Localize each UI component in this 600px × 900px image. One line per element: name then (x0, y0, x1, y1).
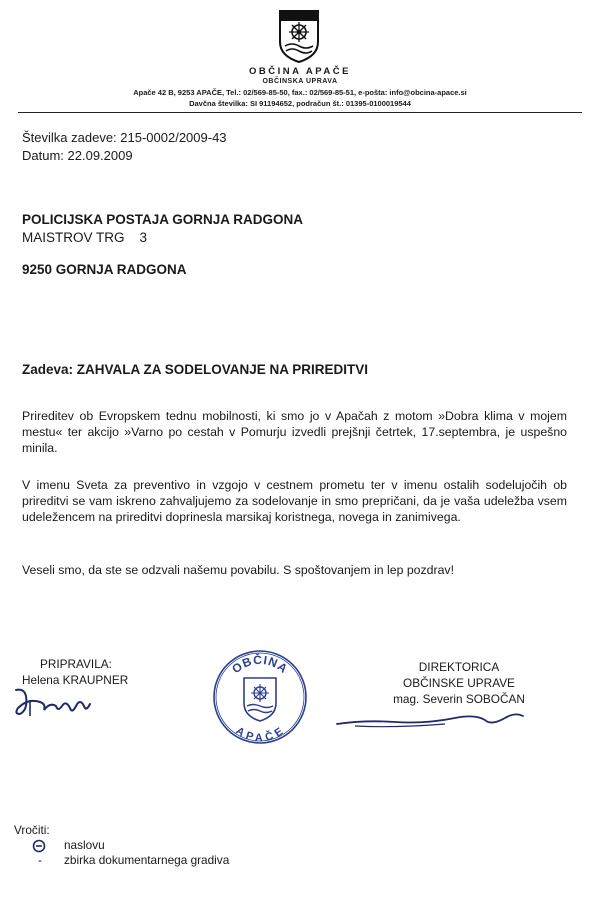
recipient-name: POLICIJSKA POSTAJA GORNJA RADGONA (22, 212, 304, 227)
letterhead-address: Apače 42 B, 9253 APAČE, Tel.: 02/569-85-50, fax.: 02/569-85-51, e-pošta: info@obcina-apace.si (133, 88, 467, 97)
prepared-by-name: Helena KRAUPNER (22, 673, 129, 687)
recipient-street: MAISTROV TRG 3 (22, 230, 148, 245)
body-paragraph-1: Prireditev ob Evropskem tednu mobilnosti, ki smo jo v Apačah z motom »Dobra klima v mojem mestu« ter akcijo »Varno po cestah v Pomurju izvedli prejšnji četrtek, 17.septembra, je uspešno minila. (22, 409, 567, 455)
director-title: DIREKTORICA (418, 660, 500, 674)
letterhead-name: OBČINA APAČE (249, 66, 351, 77)
director-name: mag. Severin SOBOČAN (393, 692, 525, 706)
document-date: Datum: 22.09.2009 (22, 148, 133, 163)
stamp-top-text: OBČINA (229, 652, 291, 677)
letterhead-divider (18, 112, 582, 113)
municipality-crest-icon (277, 8, 321, 64)
delivery-item-2: zbirka dokumentarnega gradiva (64, 853, 230, 867)
handwritten-signature-left (10, 684, 94, 720)
svg-text:APAČE (234, 725, 287, 744)
letter-subject: Zadeva: ZAHVALA ZA SODELOVANJE NA PRIREDITVI (22, 362, 369, 377)
case-number: Številka zadeve: 215-0002/2009-43 (22, 130, 227, 145)
delivery-item-1: naslovu (64, 838, 105, 852)
delivery-bullet: - (38, 853, 42, 867)
handwritten-signature-right (335, 706, 525, 734)
circled-minus-icon (32, 839, 46, 853)
body-paragraph-3: Veseli smo, da ste se odzvali našemu povabilu. S spoštovanjem in lep pozdrav! (22, 563, 454, 577)
director-department: OBČINSKE UPRAVE (403, 676, 515, 690)
body-paragraph-2: V imenu Sveta za preventivo in vzgojo v cestnem prometu ter v imenu ostalih sodelujočih ob prireditvi se vam iskreno zahvaljujemo za sodelovanje in smo prepričani, da je vaša udeležba vsem udeležencem na prireditvi doprinesla marsikaj koristnega, novega in zanimivega. (22, 478, 567, 524)
official-stamp (211, 648, 309, 746)
letterhead-department: OBČINSKA UPRAVA (262, 78, 338, 85)
prepared-by-label: PRIPRAVILA: (40, 657, 112, 671)
stamp-bottom-text: APAČE (233, 724, 287, 745)
recipient-city: 9250 GORNJA RADGONA (22, 262, 187, 277)
delivery-title: Vročiti: (14, 823, 50, 837)
letterhead-tax-info: Davčna številka: SI 91194652, podračun št.: 01395-0100019544 (189, 99, 411, 108)
